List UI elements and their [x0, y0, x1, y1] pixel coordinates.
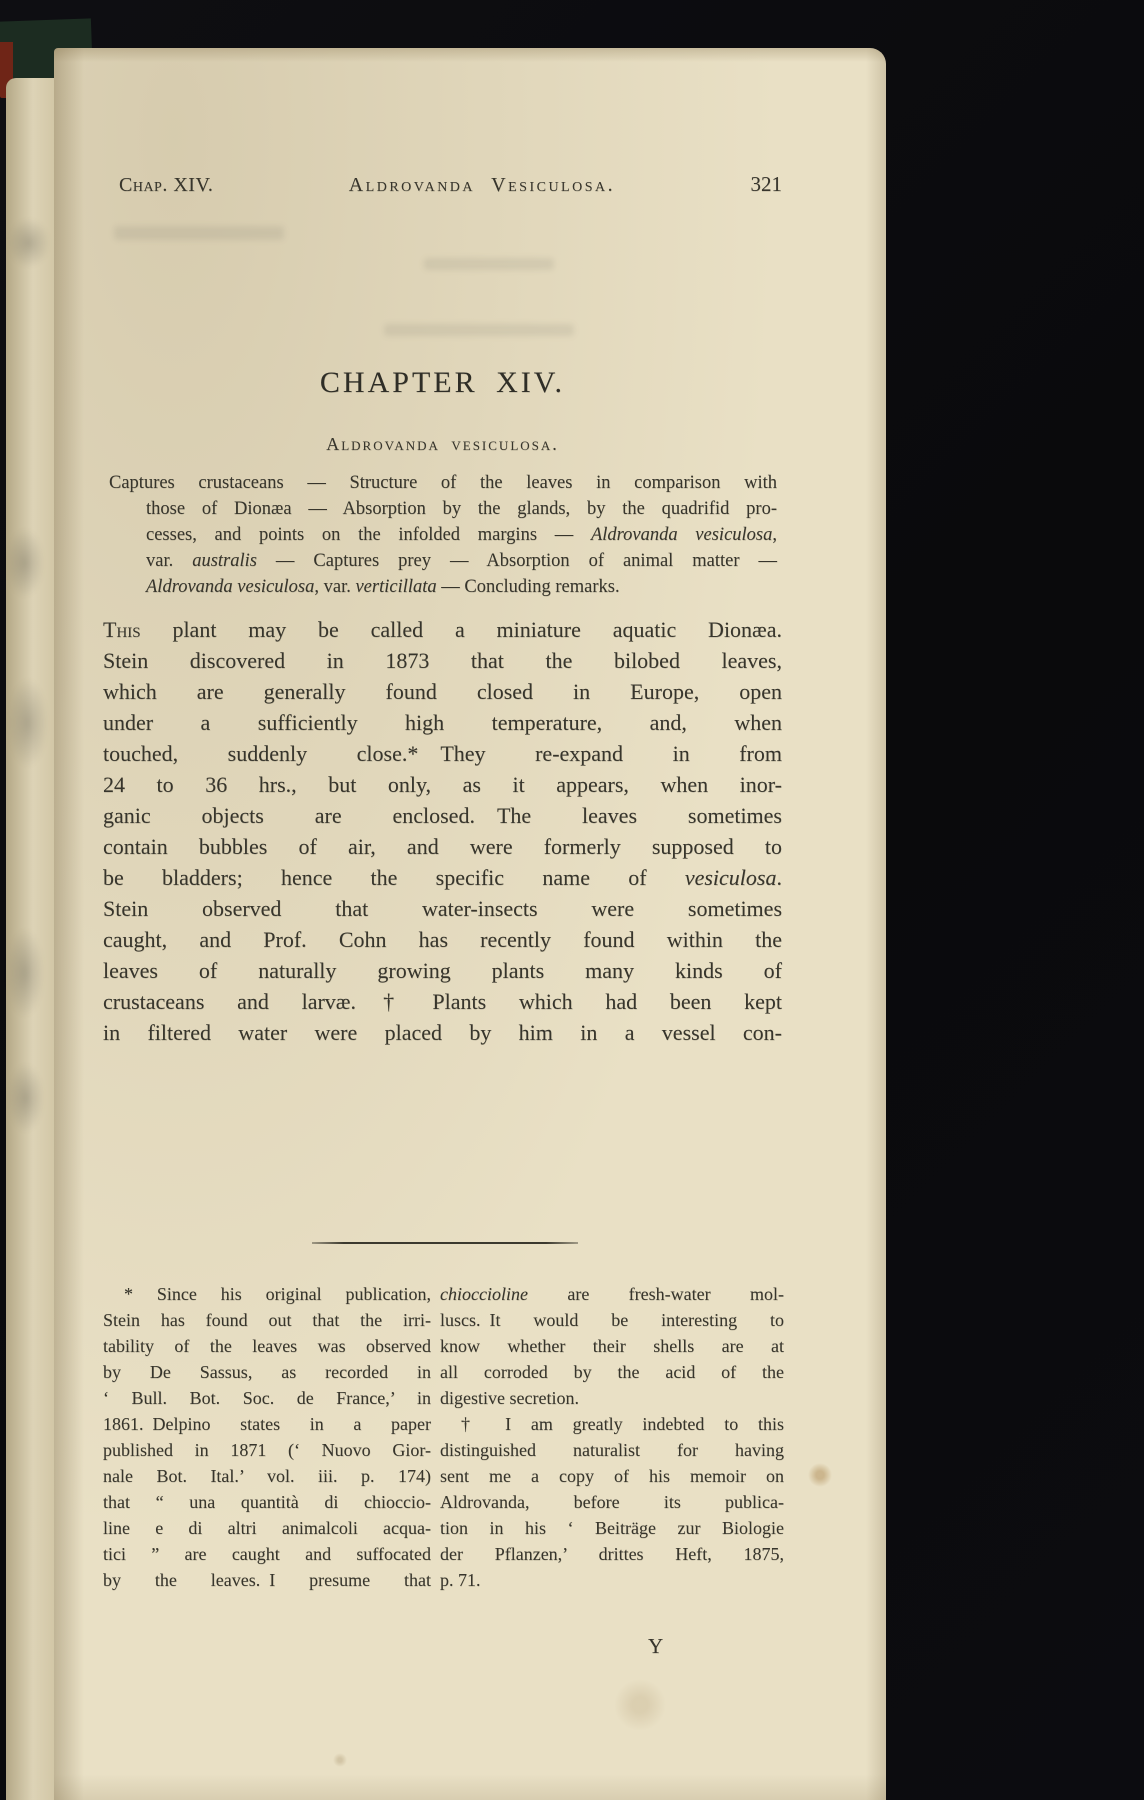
footnote-column-right	[440, 1281, 784, 1593]
text-segment: Stein discovered in 1873 that the bilobed leaves,	[103, 648, 782, 673]
text-segment: by De Sassus, as recorded in	[103, 1362, 431, 1382]
text-segment: touched, suddenly close.* They re-expand in from	[103, 741, 782, 766]
text-line	[103, 1541, 431, 1567]
text-line	[440, 1541, 784, 1567]
text-segment: nale Bot. Ital.’ vol. iii. p. 174)	[103, 1466, 431, 1486]
footnote-column-left	[103, 1281, 431, 1593]
page-number: 321	[750, 172, 782, 196]
text-line	[440, 1307, 784, 1333]
text-line	[440, 1463, 784, 1489]
show-through-smudge	[6, 528, 44, 598]
text-line	[103, 1281, 431, 1307]
text-segment: vesiculosa	[684, 865, 777, 890]
text-segment: distinguished naturalist for having	[440, 1440, 784, 1460]
show-through-smudge	[8, 678, 48, 768]
text-line	[103, 1463, 431, 1489]
text-segment: australis	[192, 551, 257, 571]
text-segment: var.	[146, 551, 193, 571]
text-segment: tici ” are caught and suffocated	[103, 1544, 431, 1564]
text-line	[103, 986, 782, 1017]
text-line	[103, 924, 782, 955]
text-segment: ‘ Bull. Bot. Soc. de France,’ in	[103, 1388, 431, 1408]
text-segment: ganic objects are enclosed. The leaves sometimes	[103, 803, 782, 828]
text-segment: sent me a copy of his memoir on	[440, 1466, 784, 1486]
text-segment: Stein observed that water-insects were sometimes	[103, 896, 782, 921]
text-segment: cesses, and points on the infolded margins —	[146, 525, 591, 545]
text-segment: plant may be called a miniature aquatic Dionæa.	[140, 617, 782, 642]
running-header	[103, 172, 782, 197]
text-line	[103, 645, 782, 676]
text-segment: leaves of naturally growing plants many kinds of	[103, 958, 782, 983]
text-segment: 1861. Delpino states in a paper	[103, 1414, 431, 1434]
text-segment: tion in his ‘ Beiträge zur Biologie	[440, 1518, 784, 1538]
chapter-subtitle: Aldrovanda vesiculosa.	[326, 434, 559, 454]
show-through-smudge	[8, 1063, 44, 1133]
show-through-smudge	[6, 928, 44, 1018]
text-segment: caught, and Prof. Cohn has recently found within the	[103, 927, 782, 952]
text-line	[103, 1567, 431, 1593]
text-segment: all corroded by the acid of the	[440, 1362, 784, 1382]
text-line	[440, 1567, 784, 1593]
book-page	[54, 48, 886, 1800]
text-line	[103, 1385, 431, 1411]
text-segment: digestive secretion.	[440, 1388, 579, 1408]
text-segment: those of Dionæa — Absorption by the glands, by the quadrifid pro-	[146, 499, 777, 519]
text-segment: der Pflanzen,’ drittes Heft, 1875,	[440, 1544, 784, 1564]
text-segment: that “ una quantità di chioccio-	[103, 1492, 431, 1512]
text-line	[103, 1359, 431, 1385]
signature-mark: Y	[648, 1634, 664, 1658]
text-line	[103, 955, 782, 986]
text-line	[440, 1489, 784, 1515]
running-header-title: Aldrovanda Vesiculosa.	[348, 174, 616, 196]
chapter-summary	[109, 470, 777, 600]
text-line	[103, 1333, 431, 1359]
text-line	[440, 1281, 784, 1307]
text-segment: in filtered water were placed by him in a vessel con-	[103, 1020, 782, 1045]
text-segment: .	[776, 865, 782, 890]
text-line	[103, 769, 782, 800]
text-line	[103, 1515, 431, 1541]
text-line	[103, 738, 782, 769]
text-segment: p. 71.	[440, 1570, 481, 1590]
text-line	[103, 831, 782, 862]
text-line	[103, 1489, 431, 1515]
running-header-chapter: Chap. XIV.	[119, 174, 214, 196]
text-segment: Stein has found out that the irri-	[103, 1310, 431, 1330]
text-segment: are fresh-water mol-	[527, 1284, 784, 1304]
text-line	[103, 800, 782, 831]
text-segment: * Since his original publication,	[124, 1284, 431, 1304]
text-segment: chioccioline	[440, 1284, 528, 1304]
text-segment: Aldrovanda vesiculosa	[146, 577, 315, 597]
text-segment: verticillata	[355, 577, 437, 597]
footnote-divider	[312, 1242, 578, 1244]
show-through-text-artifact	[114, 226, 284, 240]
text-segment: 24 to 36 hrs., but only, as it appears, when inor-	[103, 772, 782, 797]
text-line	[103, 1307, 431, 1333]
text-line	[109, 522, 777, 548]
text-line	[109, 470, 777, 496]
text-line	[440, 1411, 784, 1437]
text-segment: luscs. It would be interesting to	[440, 1310, 784, 1330]
text-segment: — Captures prey — Absorption of animal matter —	[256, 551, 777, 571]
text-line	[103, 707, 782, 738]
text-segment: Aldrovanda, before its publica-	[440, 1492, 784, 1512]
text-segment: † I am greatly indebted to this	[461, 1414, 784, 1434]
text-segment: which are generally found closed in Europe, open	[103, 679, 782, 704]
text-segment: Captures crustaceans — Structure of the leaves in comparison with	[109, 473, 777, 493]
text-segment: know whether their shells are at	[440, 1336, 784, 1356]
show-through-text-artifact	[384, 324, 574, 336]
text-segment: by the leaves. I presume that	[103, 1570, 431, 1590]
chapter-title: CHAPTER XIV.	[319, 366, 566, 399]
text-line	[103, 1411, 431, 1437]
show-through-smudge	[8, 218, 50, 268]
text-line	[109, 548, 777, 574]
body-paragraph	[103, 614, 782, 1048]
text-line	[440, 1437, 784, 1463]
show-through-text-artifact	[424, 258, 554, 270]
text-line	[103, 1437, 431, 1463]
footnotes	[103, 1281, 784, 1593]
text-line	[440, 1515, 784, 1541]
text-line	[440, 1333, 784, 1359]
text-line	[440, 1359, 784, 1385]
text-line	[103, 676, 782, 707]
text-segment: — Concluding remarks.	[436, 577, 620, 597]
text-segment: Aldrovanda vesiculosa	[590, 525, 773, 545]
text-line	[109, 496, 777, 522]
text-line	[103, 1017, 782, 1048]
text-line	[103, 862, 782, 893]
text-segment: be bladders; hence the specific name of	[103, 865, 685, 890]
text-segment: , var.	[314, 577, 356, 597]
text-segment: published in 1871 (‘ Nuovo Gior-	[103, 1440, 431, 1460]
text-line	[103, 893, 782, 924]
text-segment: ,	[772, 525, 777, 545]
text-line	[103, 614, 782, 645]
text-segment: tability of the leaves was observed	[103, 1336, 431, 1356]
text-line	[440, 1385, 784, 1411]
text-segment: line e di altri animalcoli acqua-	[103, 1518, 431, 1538]
text-line	[109, 574, 777, 600]
text-segment: This	[103, 617, 141, 642]
text-segment: crustaceans and larvæ.† Plants which had been kept	[103, 989, 782, 1014]
text-segment: contain bubbles of air, and were formerly supposed to	[103, 834, 782, 859]
text-segment: under a sufficiently high temperature, and, when	[103, 710, 782, 735]
